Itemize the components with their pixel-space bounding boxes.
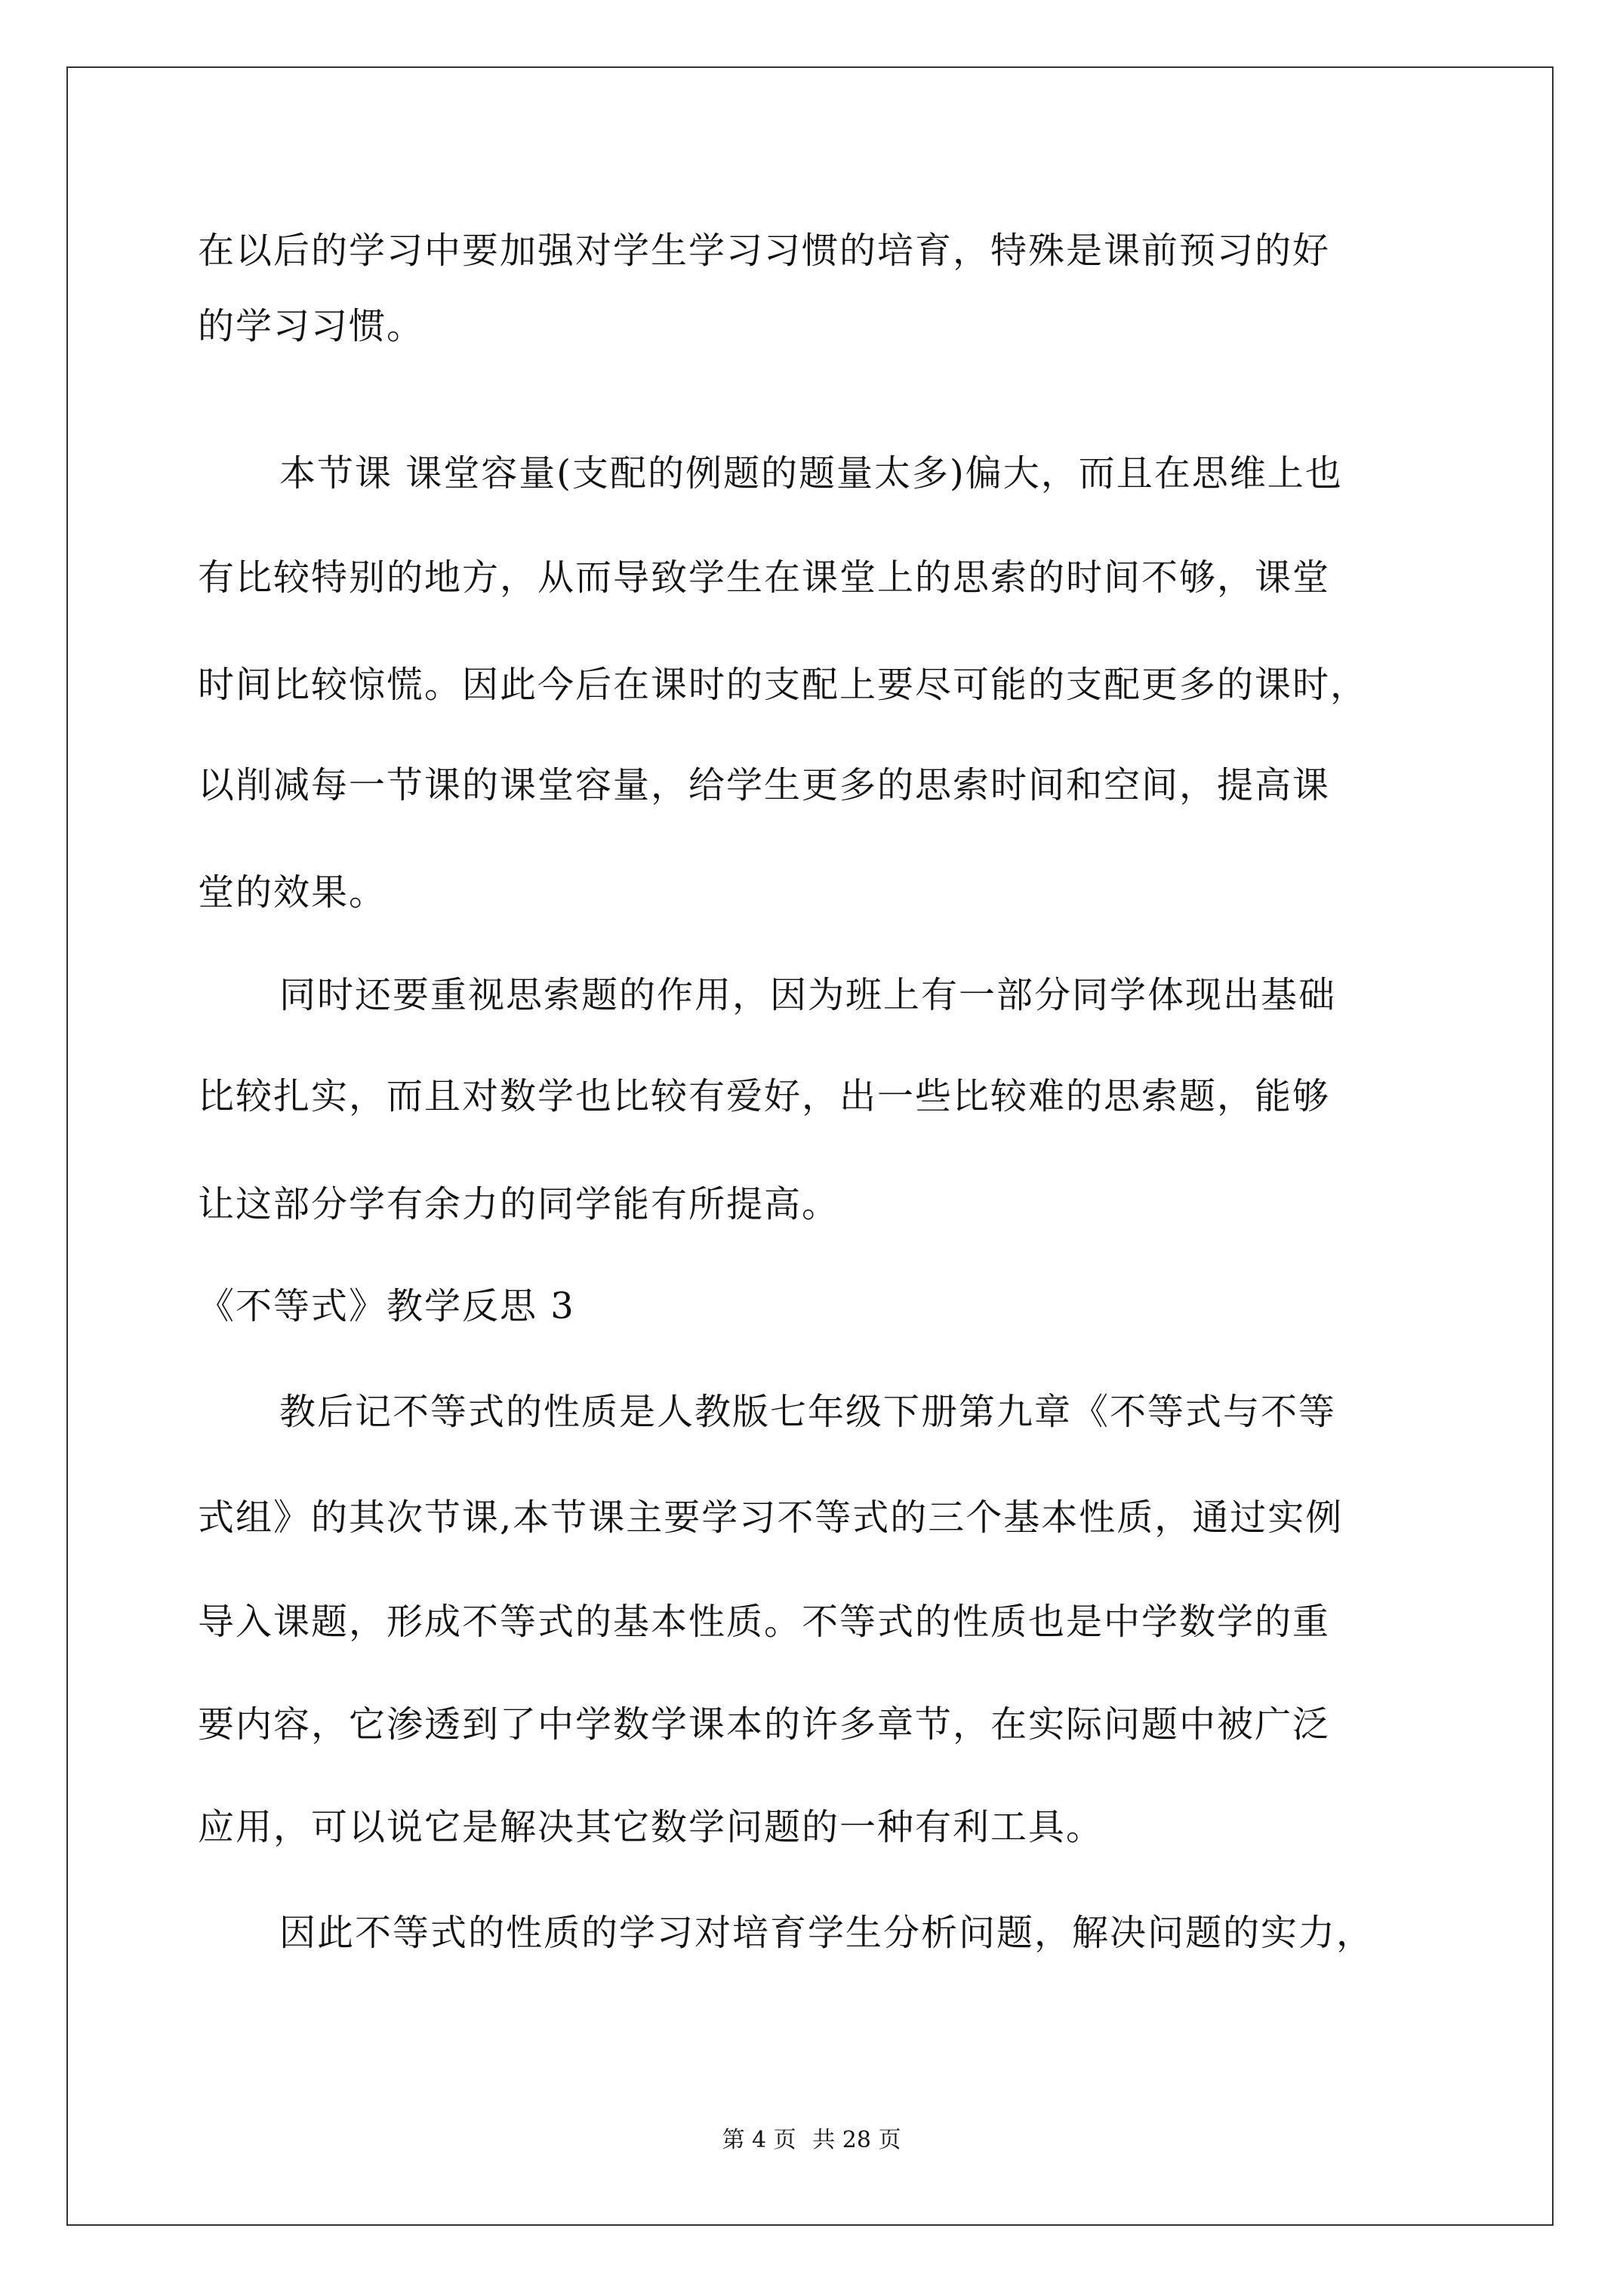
text-line: 以削减每一节课的课堂容量，给学生更多的思索时间和空间，提高课 xyxy=(198,764,1331,806)
section-heading: 《不等式》教学反思 3 xyxy=(198,1285,575,1327)
text-line: 在以后的学习中要加强对学生学习习惯的培育，特殊是课前预习的好 xyxy=(198,230,1331,272)
text-line: 让这部分学有余力的同学能有所提高。 xyxy=(198,1183,840,1225)
text-line: 应用，可以说它是解决其它数学问题的一种有利工具。 xyxy=(198,1806,1104,1848)
page-total: 共 28 页 xyxy=(812,2127,901,2153)
text-line: 的学习习惯。 xyxy=(198,305,425,347)
text-line: 比较扎实，而且对数学也比较有爱好，出一些比较难的思索题，能够 xyxy=(198,1075,1331,1117)
page-footer xyxy=(0,2125,1623,2156)
paragraph-first-line: 因此不等式的性质的学习对培育学生分析问题，解决问题的实力， xyxy=(279,1912,1375,1954)
paragraph-first-line: 教后记不等式的性质是人教版七年级下册第九章《不等式与不等 xyxy=(279,1391,1337,1433)
paragraph-first-line: 同时还要重视思索题的作用，因为班上有一部分同学体现出基础 xyxy=(279,974,1337,1016)
page-border xyxy=(66,66,1554,2226)
text-line: 式组》的其次节课,本节课主要学习不等式的三个基本性质，通过实例 xyxy=(198,1496,1344,1539)
text-line: 有比较特别的地方，从而导致学生在课堂上的思索的时间不够，课堂 xyxy=(198,556,1331,599)
text-line: 时间比较惊慌。因此今后在课时的支配上要尽可能的支配更多的课时， xyxy=(198,664,1369,706)
paragraph-first-line: 本节课 课堂容量(支配的例题的题量太多)偏大，而且在思维上也 xyxy=(279,452,1343,495)
text-line: 导入课题，形成不等式的基本性质。不等式的性质也是中学数学的重 xyxy=(198,1601,1331,1643)
page-number: 第 4 页 xyxy=(722,2127,796,2153)
text-line: 要内容，它渗透到了中学数学课本的许多章节，在实际问题中被广泛 xyxy=(198,1703,1331,1746)
text-line: 堂的效果。 xyxy=(198,871,387,914)
